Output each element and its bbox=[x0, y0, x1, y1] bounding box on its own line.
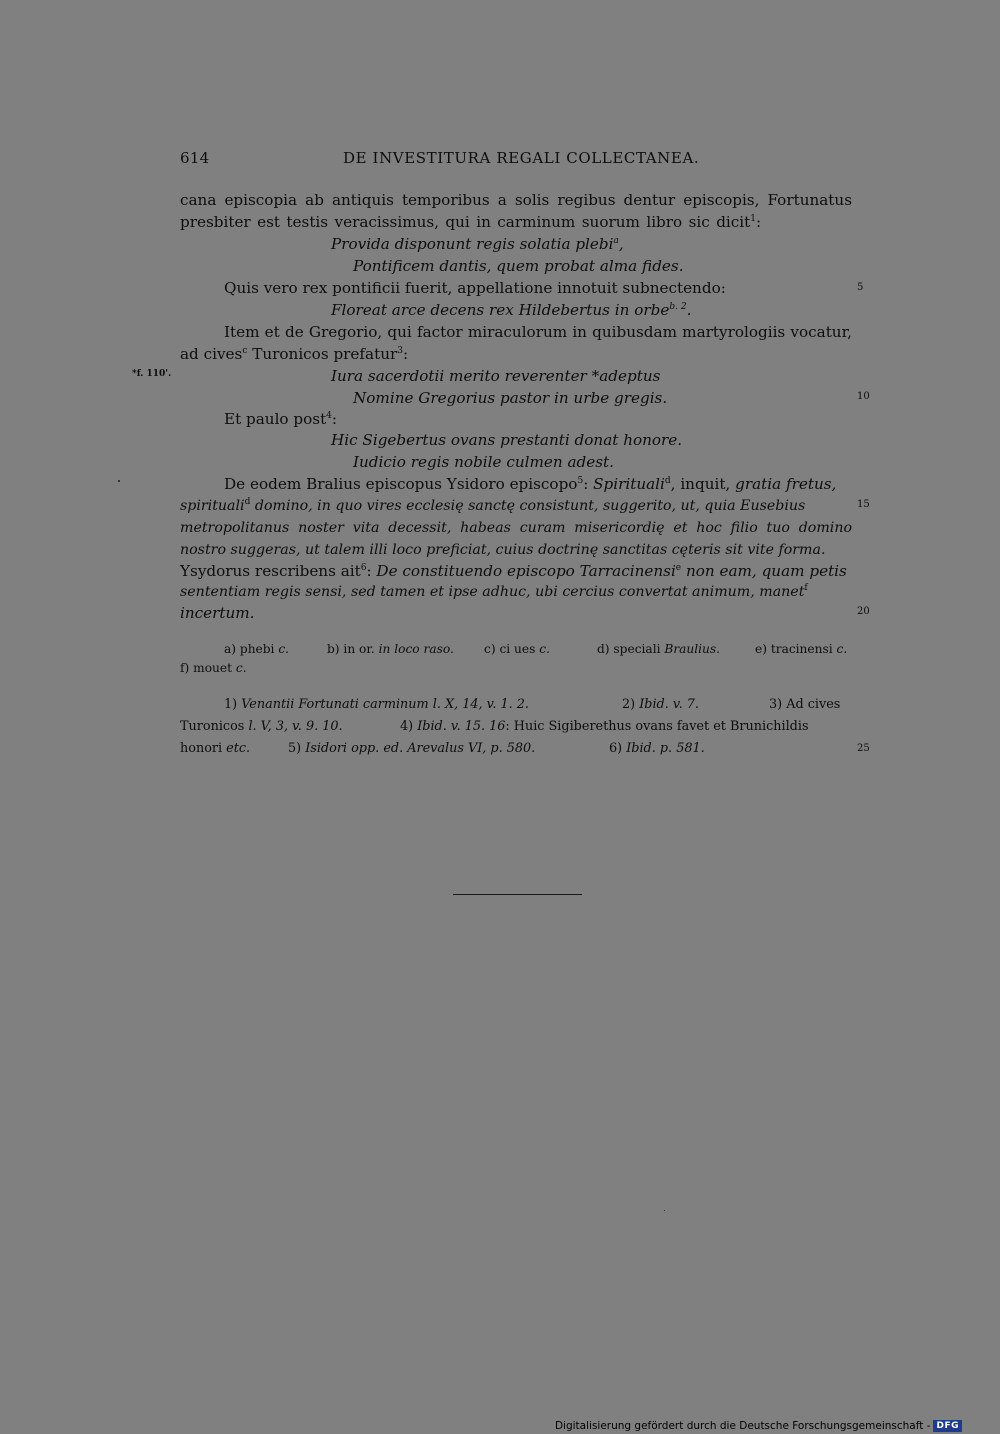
text-line-6: Et paulo post$^4$: bbox=[224, 410, 338, 428]
text-line-8: spirituali$^d$ domino, in quo vires ecclesię sanctę consistunt, suggerito, ut, quia Eusebius bbox=[180, 497, 806, 514]
text-line-1: cana episcopia ab antiquis temporibus a solis regibus dentur episcopis, Fortunatus bbox=[180, 191, 852, 209]
variant-ref: c bbox=[242, 346, 248, 356]
footnote-4-cont: honori etc. bbox=[180, 741, 251, 756]
verse-line-3: Floreat arce decens rex Hildebertus in orbe$^{b. 2}$. bbox=[331, 301, 692, 319]
variant-c: c) ci ues c. bbox=[484, 642, 550, 656]
variant-ref: d bbox=[244, 497, 251, 507]
digitization-footer bbox=[555, 1420, 962, 1432]
variant-b: b) in or. in loco raso. bbox=[327, 642, 454, 656]
end-rule bbox=[453, 894, 582, 895]
variant-ref: a bbox=[613, 236, 619, 246]
dfg-logo: DFG bbox=[933, 1420, 962, 1432]
footnote-5: 5) Isidori opp. ed. Arevalus VI, p. 580. bbox=[288, 741, 536, 756]
footnote-3-cont: Turonicos l. V, 3, v. 9. 10. bbox=[180, 719, 343, 734]
footnote-4: 4) Ibid. v. 15. 16: Huic Sigiberethus ovans favet et Brunichildis bbox=[400, 719, 809, 734]
speck bbox=[664, 1210, 665, 1211]
text-line-11: Ysydorus rescribens ait$^6$: De constituendo episcopo Tarracinensi$^e$ non eam, quam petis bbox=[180, 562, 847, 580]
page-number: 614 bbox=[180, 149, 210, 167]
verse-line-6: Hic Sigebertus ovans prestanti donat honore. bbox=[331, 431, 683, 449]
text-line-7: De eodem Bralius episcopus Ysidoro episcopo$^5$: Spirituali$^d$, inquit, gratia fretus, bbox=[224, 475, 837, 493]
verse-line-7: Iudicio regis nobile culmen adest. bbox=[353, 453, 614, 471]
footnote-3: 3) Ad cives bbox=[769, 697, 841, 712]
text-line-2: presbiter est testis veracissimus, qui in carminum suorum libro sic dicit$^1$: bbox=[180, 213, 762, 231]
variant-e: e) tracinensi c. bbox=[755, 642, 848, 656]
text-line-9: metropolitanus noster vita decessit, habeas curam misericordię et hoc filio tuo domino bbox=[180, 520, 852, 536]
line-number: 15 bbox=[857, 499, 870, 510]
verse-line-1: Provida disponunt regis solatia plebi$^a$, bbox=[331, 235, 624, 253]
footnote-6: 6) Ibid. p. 581. bbox=[609, 741, 705, 756]
text-line-13: incertum. bbox=[180, 604, 255, 622]
running-title: DE INVESTITURA REGALI COLLECTANEA. bbox=[343, 149, 700, 167]
variant-ref: b. 2 bbox=[669, 302, 687, 312]
page-header bbox=[180, 149, 852, 171]
text-line-4: Item et de Gregorio, qui factor miraculorum in quibusdam martyrologiis vocatur, bbox=[224, 323, 852, 341]
footnote-ref: 3 bbox=[397, 346, 403, 356]
margin-note: *f. 110'. bbox=[132, 369, 172, 379]
text-line-12: sententiam regis sensi, sed tamen et ipse adhuc, ubi cercius convertat animum, manet$^f$ bbox=[180, 583, 808, 600]
footnote-ref: 4 bbox=[326, 411, 332, 421]
variant-f: f) mouet c. bbox=[180, 661, 247, 675]
footnote-ref: 1 bbox=[750, 214, 756, 224]
line-number: 20 bbox=[857, 606, 870, 617]
speck bbox=[118, 480, 120, 482]
footnote-ref: 5 bbox=[577, 476, 584, 486]
variant-ref: d bbox=[664, 476, 671, 486]
variant-d: d) speciali Braulius. bbox=[597, 642, 721, 656]
variant-ref: e bbox=[675, 563, 682, 573]
footnote-ref: 6 bbox=[360, 563, 367, 573]
verse-line-5: Nomine Gregorius pastor in urbe gregis. bbox=[353, 389, 668, 407]
line-number: 25 bbox=[857, 743, 870, 754]
footnote-2: 2) Ibid. v. 7. bbox=[622, 697, 699, 712]
text-line-5: ad cives$^c$ Turonicos prefatur$^3$: bbox=[180, 345, 409, 363]
verse-line-4: Iura sacerdotii merito reverenter *adeptus bbox=[331, 367, 661, 385]
text-line-10: nostro suggeras, ut talem illi loco preficiat, cuius doctrinę sanctitas cęteris sit vite forma. bbox=[180, 542, 826, 558]
footnote-1: 1) Venantii Fortunati carminum l. X, 14, v. 1. 2. bbox=[224, 697, 529, 712]
verse-line-2: Pontificem dantis, quem probat alma fides. bbox=[353, 257, 684, 275]
line-number: 10 bbox=[857, 391, 870, 402]
variant-a: a) phebi c. bbox=[224, 642, 290, 656]
variant-ref: f bbox=[804, 583, 808, 593]
line-number: 5 bbox=[857, 282, 864, 293]
text-line-3: Quis vero rex pontificii fuerit, appellatione innotuit subnectendo: bbox=[224, 279, 726, 297]
footer-text: Digitalisierung gefördert durch die Deutsche Forschungsgemeinschaft - bbox=[554, 1420, 931, 1432]
